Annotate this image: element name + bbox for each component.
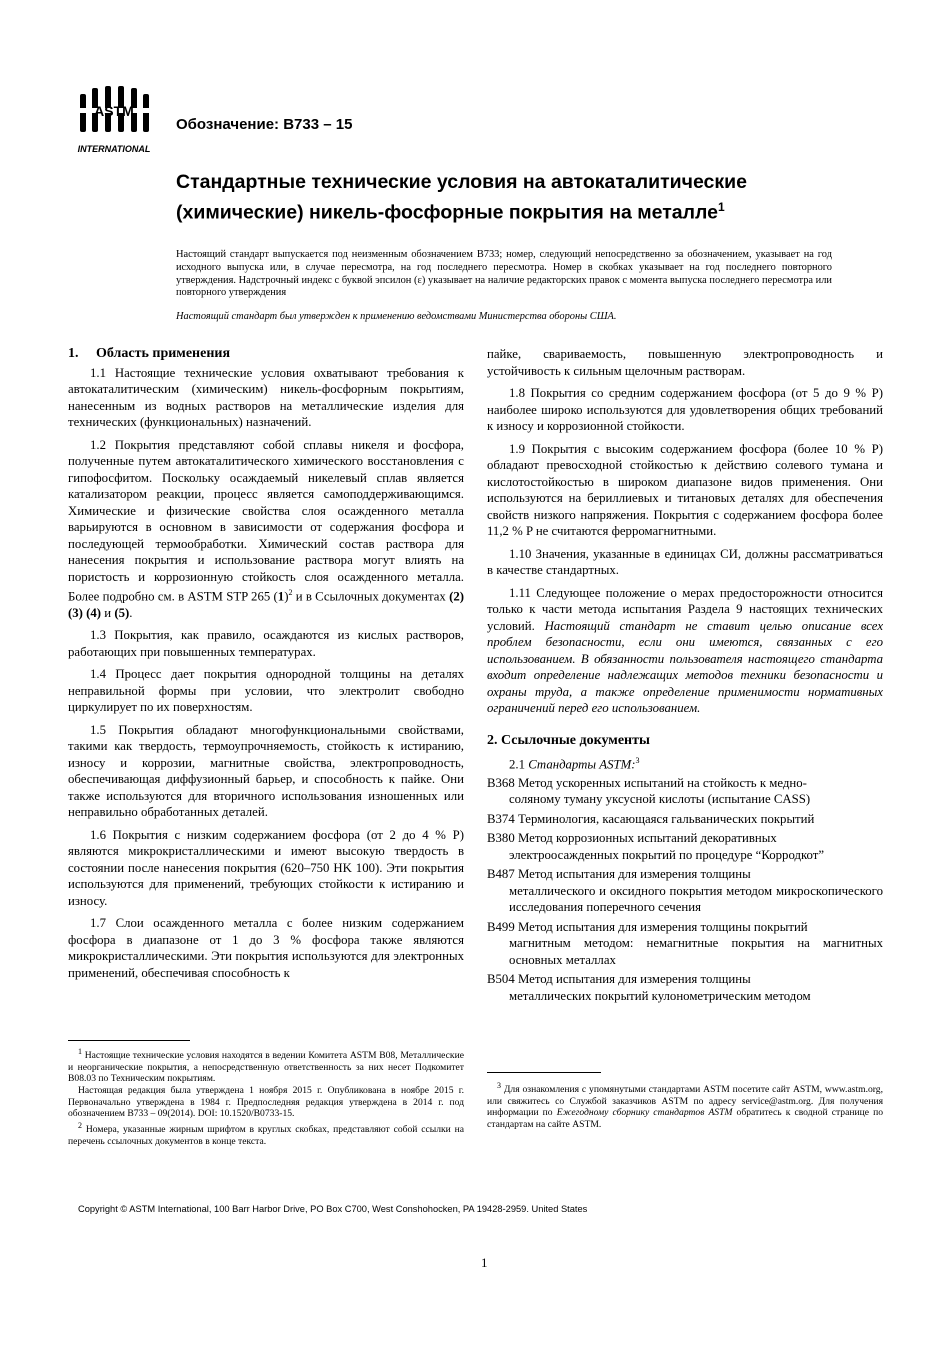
footnote-2-text: Номера, указанные жирным шрифтом в круглых скобках, представляют собой ссылки на перечень ссылочных документов в конце текста.: [68, 1123, 464, 1147]
paragraph-1-11: [487, 585, 883, 717]
section-1-title: Область применения: [96, 346, 231, 361]
footnote-3-text-end: обратитесь к сводной странице по стандартам на сайте ASTM.: [487, 1107, 883, 1130]
footnote-3-text: Для ознакомления с упомянутыми стандартами ASTM посетите сайт ASTM, www.astm.org, или свяжитесь со Службой заказчиков ASTM по адресу service@astm.org. Для получения информации по: [487, 1084, 883, 1119]
reference-title-first: Метод ускоренных испытаний на стойкость к медно-: [517, 775, 807, 790]
paragraph-1-2: 1.2 Покрытия представляют собой сплавы никеля и фосфора, полученные путем автокаталитического химического восстановления с гипофосфитом. Поскольку осаждаемый никелевый сплав является катализатором реакции, процесс является самоподдерживающимся. Химические и физические свойства слоя осажденного металла варьируются в основном в зависимости от содержания фосфора и последующей термообработки. Химический состав раствора для нанесения покрытия и использование раствора могут влиять на пористость и коррозионную стойкость слоя осажденного металла. Более подробно см. в ASTM STP 265 $(1)^2$ и в Ссылочных документах (2) (3) (4) и (5).: [68, 437, 464, 620]
paragraph-1-10: 1.10 Значения, указанные в единицах СИ, должны рассматриваться в качестве стандартных.: [487, 546, 883, 577]
subsection-2-1-number: 2.1: [509, 757, 525, 772]
document-title: [176, 170, 876, 226]
footnotes-right: [487, 1080, 883, 1131]
footnote-1-revision: Настоящая редакция была утверждена 1 ноября 2015 г. Опубликована в ноябре 2015 г. Первоначально утверждена в 1984 г. Предпоследняя редакция утверждена в 2014 г. под обозначением B733 – 09(2014). DOI: 10.1520/B0733-15.: [68, 1084, 464, 1120]
paragraph-1-3: 1.3 Покрытия, как правило, осаждаются из кислых растворов, работающих при повышенных температурах.: [68, 628, 464, 659]
section-1-heading: [68, 346, 464, 363]
reference-code: B368: [487, 775, 515, 790]
p1-2-and: и: [104, 605, 112, 620]
footnote-3: [487, 1080, 883, 1131]
reference-code: B499: [487, 919, 515, 934]
footnote-1-mark: 1: [78, 1047, 82, 1056]
reference-item: [487, 775, 883, 808]
reference-title-rest: магнитным методом: немагнитные покрытия на магнитных основных металлах: [509, 936, 883, 967]
p1-2-text-b: и в Ссылочных документах: [292, 589, 446, 604]
right-column: [487, 346, 883, 1007]
reference-title-rest: металлических покрытий кулонометрическим методом: [509, 988, 811, 1003]
logo-text: ASTM: [94, 103, 134, 119]
p1-2-ref-1: 1: [277, 589, 285, 604]
reference-code: B374: [487, 811, 515, 826]
reference-item: [487, 919, 883, 969]
p1-2-ref-4: (4): [86, 605, 102, 620]
reference-item: [487, 866, 883, 916]
subsection-2-1: [509, 753, 883, 773]
reference-item: [487, 971, 883, 1004]
section-1-number: 1.: [68, 346, 79, 361]
footnote-separator-left: [68, 1040, 190, 1041]
paragraph-1-5: 1.5 Покрытия обладают многофункциональными свойствами, такими как твердость, термоупрочняемость, стойкость к истиранию, износу и коррозии, магнитные свойства, электропроводность, обеспечивающая диффузионный барьер, и способность к пайке. Они также используются для вторичного использования изношенных или неправильно обработанных деталей.: [68, 722, 464, 820]
title-text: Стандартные технические условия на автокаталитические (химические) никель-фосфорные покрытия на металле: [176, 171, 747, 224]
paragraph-1-8: 1.8 Покрытия со средним содержанием фосфора (от 5 до 9 % P) наиболее широко используются для удовлетворения общих требований к износу и коррозионной стойкости.: [487, 386, 883, 433]
p1-2-ref-3: (3): [68, 605, 83, 620]
reference-title-first: Метод испытания для измерения толщины: [517, 972, 751, 987]
reference-title-first: Метод испытания для измерения толщины покрытий: [517, 919, 808, 934]
designation: Обозначение: B733 – 15: [176, 116, 353, 133]
paragraph-1-4: 1.4 Процесс дает покрытия однородной толщины на деталях неправильной формы при условии, что электролит свободно циркулирует по их поверхностям.: [68, 667, 464, 715]
paragraph-1-1: 1.1 Настоящие технические условия охватывают требования к автокаталитическим (химическим) никель-фосфорным покрытиям, нанесенным из водных растворов на металлические изделия для технических (функциональных) назначений.: [68, 365, 464, 429]
paragraph-1-9: 1.9 Покрытия с высоким содержанием фосфора (более 10 % P) обладают превосходной стойкостью к действию солевого тумана и кислотостойкостью в широком диапазоне видов применения. Они используются на бериллиевых и титановых деталях для обеспечения свойств низкого напряжения. Покрытия с содержанием фосфора более 11,2 % P не считаются ферромагнитными.: [487, 441, 883, 538]
issuance-notice: Настоящий стандарт выпускается под неизменным обозначением B733; номер, следующий непосредственно за обозначением, указывает на год исходного выпуска или, в случае пересмотра, на год последнего пересмотра. Номер в скобках указывает на год последнего повторного утверждения. Надстрочный индекс с буквой эпсилон (ε) указывает на наличие редакторских правок с момента выпуска последнего пересмотра или повторного утверждения: [176, 249, 832, 299]
subsection-2-1-label: Стандарты ASTM:: [528, 757, 636, 772]
subsection-2-1-footnote-mark: 3: [635, 756, 640, 765]
p1-11-safety-caveat: Настоящий стандарт не ставит целью описание всех проблем безопасности, если они имеются, связанных с его использованием. В обязанности пользователя настоящего стандарта входит определение надлежащих методов техники безопасности и охраны труда, а также определение применимости нормативных ограничений перед его использованием.: [487, 618, 883, 715]
footnote-2: [68, 1120, 464, 1147]
paragraph-1-7-continued: пайке, свариваемость, повышенную электропроводность и устойчивость к сильным щелочным растворам.: [487, 347, 883, 378]
section-2-heading: 2. Ссылочные документы: [487, 732, 650, 748]
footnote-2-mark: 2: [78, 1120, 82, 1130]
footnote-1: [68, 1046, 464, 1085]
footnote-1-text: Настоящие технические условия находятся в ведении Комитета ASTM B08, Металлические и неорганические покрытия, а непосредственную ответственность за них несет Подкомитет B08.03 по Техническим покрытиям.: [68, 1050, 464, 1085]
footnotes-left: [68, 1046, 464, 1147]
left-column: [68, 346, 464, 987]
copyright-notice: Copyright © ASTM International, 100 Barr Harbor Drive, PO Box C700, West Conshohocken, PA 19428-2959. United States: [78, 1204, 588, 1214]
reference-title-rest: металлического и оксидного покрытия методом микроскопического исследования поперечного сечения: [509, 883, 883, 915]
reference-item: [487, 830, 883, 863]
astm-logo-graphic: [72, 86, 156, 156]
p1-2-footnote-mark: 2: [288, 588, 293, 597]
reference-code: B380: [487, 831, 515, 846]
footnote-3-book-title: Ежегодному сборнику стандартов ASTM: [556, 1107, 733, 1119]
logo-subtext: INTERNATIONAL: [77, 144, 151, 154]
p1-2-ref-5: (5): [114, 605, 130, 620]
reference-title-first: Метод испытания для измерения толщины: [517, 867, 751, 882]
page-number: 1: [481, 1255, 488, 1270]
p1-11-text: 1.11 Следующее положение о мерах предосторожности относится только к части метода испытания Раздела 9 настоящих технических условий.: [487, 585, 883, 633]
reference-title-first: Терминология, касающаяся гальванических покрытий: [517, 811, 815, 826]
reference-title-rest: соляному туману уксусной кислоты (испытание CASS): [509, 792, 811, 807]
footnote-3-mark: 3: [497, 1081, 501, 1090]
reference-item: [487, 811, 883, 828]
title-footnote-mark: 1: [718, 200, 725, 214]
p1-2-text: 1.2 Покрытия представляют собой сплавы никеля и фосфора, полученные путем автокаталитического химического восстановления с гипофосфитом. Поскольку осаждаемый никелевый сплав является катализатором реакции, процесс является самоподдерживающимся. Химические и физические свойства слоя осажденного металла варьируются в основном в зависимости от содержания фосфора и последующей термообработки. Химический состав раствора для нанесения покрытия и использование раствора могут влиять на пористость и коррозионную стойкость слоя осажденного металла. Более подробно см. в ASTM STP 265 (: [68, 437, 464, 604]
footnote-separator-right: [487, 1072, 601, 1073]
reference-code: B487: [487, 867, 515, 882]
reference-code: B504: [487, 972, 515, 987]
dod-approval: Настоящий стандарт был утвержден к применению ведомствами Министерства обороны США.: [176, 311, 617, 322]
paragraph-1-6: 1.6 Покрытия с низким содержанием фосфора (от 2 до 4 % P) являются микрокристаллическими и имеют высокую твердость в состоянии после нанесения покрытия (620–750 HK 100). Эти покрытия используются для применений, требующих стойкости к истиранию и износу.: [68, 827, 464, 908]
reference-title-rest: электроосажденных покрытий по процедуре “Корродкот”: [509, 847, 825, 862]
paragraph-1-7: 1.7 Слои осажденного металла с более низким содержанием фосфора в диапазоне от 1 до 3 % фосфора также являются микрокристаллическими. Эти покрытия используются для электронных применений, обеспечивая способность к: [68, 916, 464, 980]
p1-2-ref-2: (2): [449, 589, 464, 604]
astm-logo: [72, 86, 156, 156]
reference-title-first: Метод коррозионных испытаний декоративных: [517, 831, 777, 846]
